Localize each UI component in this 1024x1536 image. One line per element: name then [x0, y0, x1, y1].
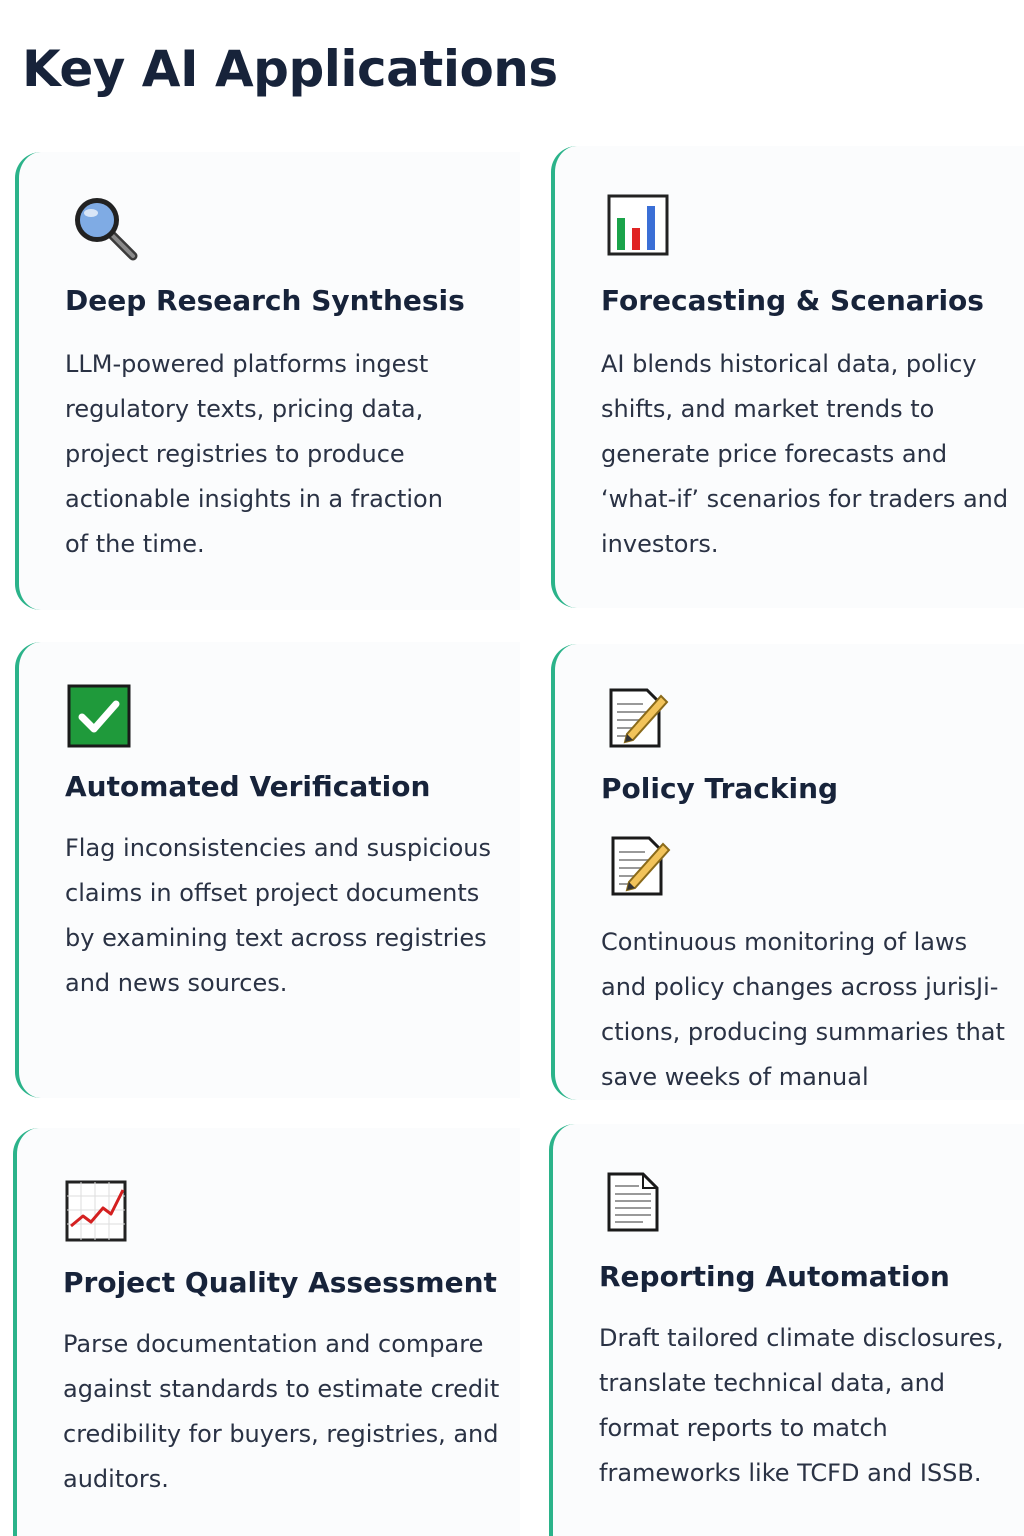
card-automated-verification: [15, 642, 520, 1098]
bar-chart-icon: [607, 194, 679, 266]
card-description: LLM-powered platforms ingest regulatory texts, pricing data, project registries to produce actionable insights in a fraction of the time.: [65, 350, 443, 558]
card-policy-tracking: [551, 644, 1024, 1100]
document-icon: [605, 1170, 677, 1242]
card-forecasting-scenarios: [551, 146, 1024, 608]
card-title: Policy Tracking: [601, 772, 839, 805]
card-title: Reporting Automation: [599, 1260, 950, 1293]
page-title: Key AI Applications: [22, 40, 558, 98]
card-title: Forecasting & Scenarios: [601, 284, 984, 317]
card-project-quality-assessment: [13, 1128, 520, 1536]
card-description: Draft tailored climate disclosures, translate technical data, and format reports to match frameworks like TCFD and ISSB.: [599, 1324, 1004, 1487]
card-description: Continuous monitoring of laws and policy changes across jurisJi- ctions, producing summaries that save weeks of manual: [601, 928, 1005, 1091]
card-deep-research-synthesis: [15, 152, 520, 610]
memo-icon: [607, 686, 679, 758]
card-title: Automated Verification: [65, 770, 431, 803]
card-reporting-automation: [549, 1124, 1024, 1536]
card-description: AI blends historical data, policy shifts, and market trends to generate price forecasts and ‘what-if’ scenarios for traders and investors.: [601, 350, 1009, 558]
memo-icon: [609, 834, 681, 906]
card-description: Flag inconsistencies and suspicious claims in offset project documents by examining text across registries and news sources.: [65, 834, 491, 997]
card-title: Deep Research Synthesis: [65, 284, 465, 317]
line-chart-icon: [65, 1180, 137, 1252]
card-description: Parse documentation and compare against standards to estimate credit credibility for buyers, registries, and auditors.: [63, 1330, 500, 1493]
checkmark-icon: [67, 684, 139, 756]
magnifier-icon: [69, 192, 141, 264]
card-title: Project Quality Assessment: [63, 1266, 497, 1299]
